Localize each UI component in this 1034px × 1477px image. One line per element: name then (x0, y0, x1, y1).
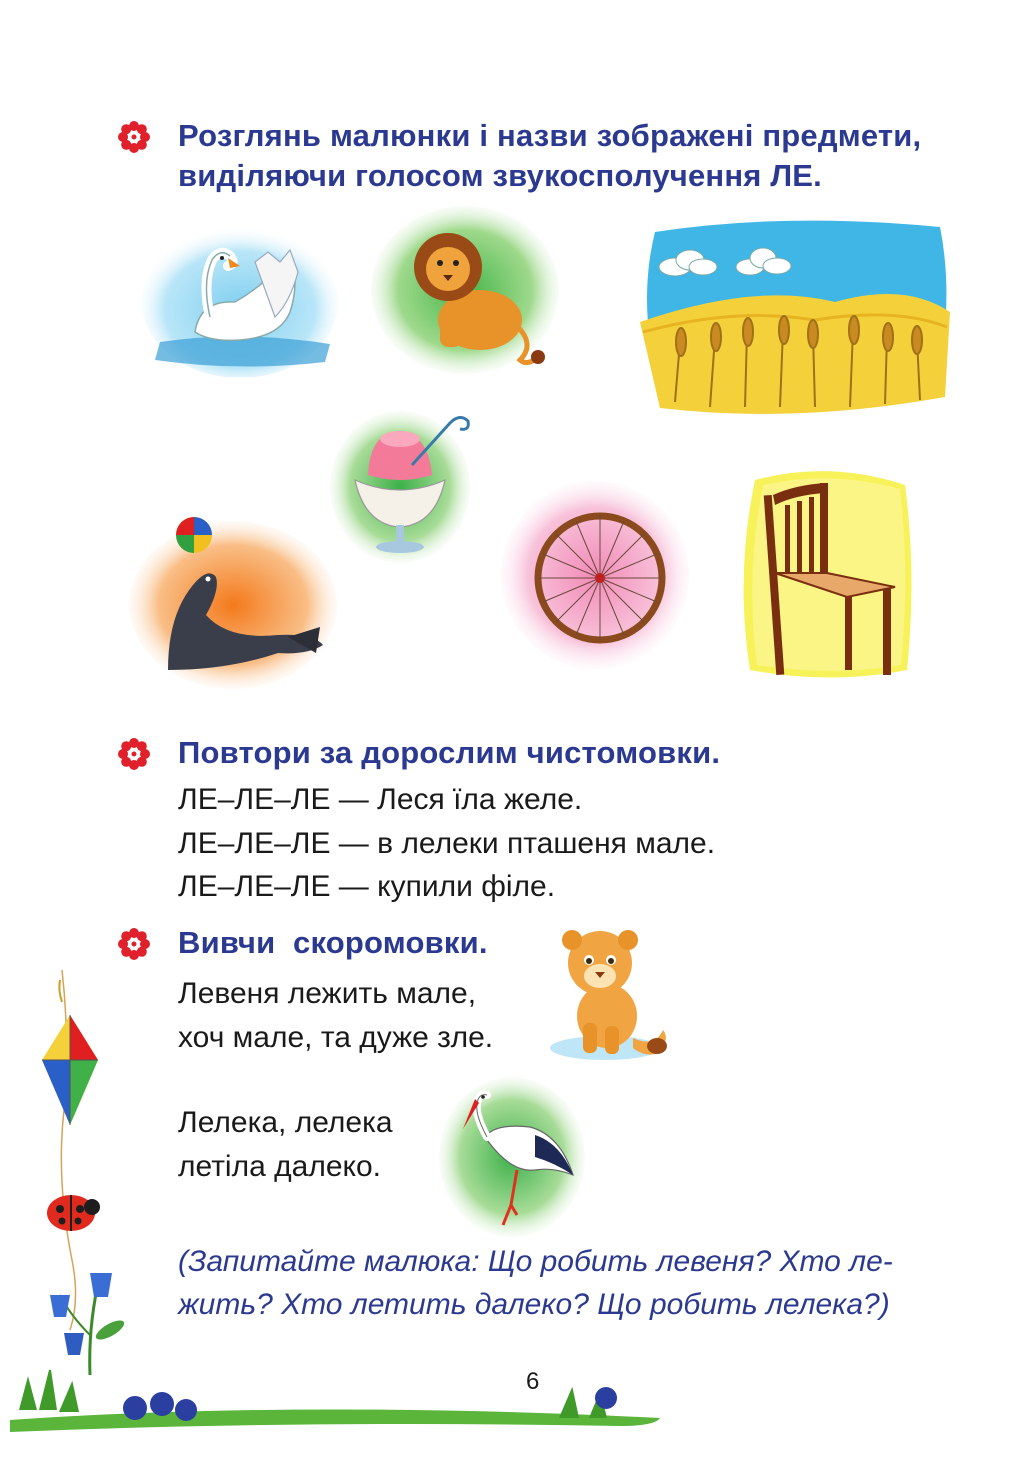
task3-title: Вивчи скоромовки. (178, 925, 488, 960)
jelly-illustration (330, 405, 485, 565)
task2-line-1: ЛЕ–ЛЕ–ЛЕ — Леся їла желе. (178, 783, 583, 816)
bellflowers-icon (30, 1255, 130, 1375)
wheel-illustration (500, 480, 690, 670)
flower-bullet-icon (117, 737, 151, 771)
wheat-field-illustration (635, 212, 955, 422)
verse2-line-1: Лелека, лелека (178, 1106, 393, 1139)
flower-bullet-icon (117, 120, 151, 154)
note-line-1: (Запитайте малюка: Що робить левеня? Хто ле- (178, 1245, 893, 1278)
kite-icon (40, 1015, 100, 1125)
task2-line-2: ЛЕ–ЛЕ–ЛЕ — в лелеки пташеня мале. (178, 827, 716, 860)
lion-cub-illustration (545, 918, 680, 1068)
grass-border-decoration (0, 1360, 680, 1440)
verse2-line-2: летіла далеко. (178, 1150, 381, 1183)
verse1-line-2: хоч мале, та дуже зле. (178, 1021, 494, 1054)
task1-title-line2: виділяючи голосом звукосполучення ЛЕ. (178, 158, 822, 193)
ladybug-icon (42, 1185, 100, 1235)
parent-note (178, 1240, 938, 1326)
chair-illustration (735, 465, 920, 685)
flower-bullet-icon (117, 927, 151, 961)
stork-illustration (435, 1075, 585, 1240)
task2-title: Повтори за дорослим чистомовки. (178, 735, 721, 770)
task1-title-line1: Розглянь малюнки і назви зображені предмети, (178, 118, 922, 153)
note-line-2: жить? Хто летить далеко? Що робить лелека?) (178, 1288, 890, 1321)
lion-illustration (370, 205, 565, 380)
seal-illustration (128, 505, 338, 690)
task2-line-3: ЛЕ–ЛЕ–ЛЕ — купили філе. (178, 870, 556, 903)
page-number: 6 (526, 1368, 540, 1395)
swan-illustration (140, 222, 340, 377)
verse1-line-1: Левеня лежить мале, (178, 977, 477, 1010)
